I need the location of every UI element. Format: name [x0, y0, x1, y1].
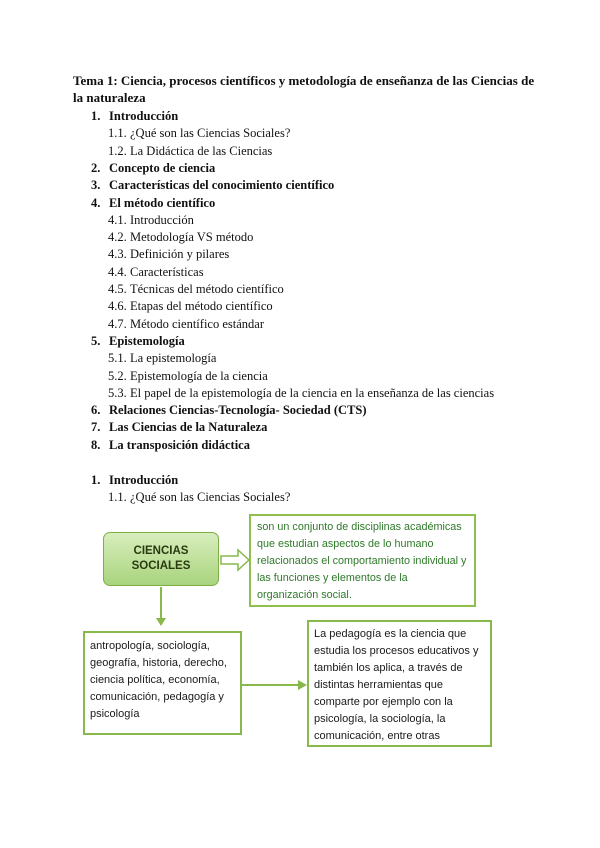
toc-item-number: 4.5.	[108, 282, 127, 296]
toc-item-number: 7.	[91, 420, 101, 435]
toc-item-label: Relaciones Ciencias-Tecnología- Sociedad (CTS)	[109, 403, 367, 418]
toc-item-number: 3.	[91, 178, 101, 193]
subsection-label: ¿Qué son las Ciencias Sociales?	[130, 490, 291, 504]
disciplines-box: antropología, sociología, geografía, historia, derecho, ciencia política, economía, comunicación, pedagogía y psicología	[83, 631, 242, 735]
toc-item-number: 4.4.	[108, 264, 127, 279]
toc-item-number: 1.	[91, 109, 101, 123]
toc-item-label: Definición y pilares	[130, 247, 230, 262]
arrowhead-right-icon	[298, 680, 307, 690]
toc-item-label: Técnicas del método científico	[130, 282, 284, 296]
toc-item-number: 4.	[91, 195, 101, 210]
toc-item-label: La epistemología	[130, 351, 217, 366]
pedagogy-box: La pedagogía es la ciencia que estudia los procesos educativos y también los aplica, a través de distintas herramientas que comparte por ejemplo con la psicología, la sociología, la comunicación, entre otras	[307, 620, 492, 747]
toc-item-number: 2.	[91, 160, 101, 175]
toc-item-label: Concepto de ciencia	[109, 160, 216, 175]
toc-item-number: 1.2.	[108, 143, 127, 158]
toc-item-number: 4.3.	[108, 247, 127, 262]
toc-item-label: ¿Qué son las Ciencias Sociales?	[130, 126, 291, 141]
toc-item-label: Introducción	[130, 212, 194, 227]
toc-item-number: 6.	[91, 403, 101, 418]
toc-item-number: 4.6.	[108, 299, 127, 314]
toc-item-label: El método científico	[109, 195, 216, 210]
toc-item-label: La transposición didáctica	[109, 437, 250, 452]
toc-item-label: Método científico estándar	[130, 316, 264, 331]
toc-item-label: Características	[130, 264, 204, 279]
toc-item-number: 8.	[91, 437, 101, 452]
toc-item-label: El papel de la epistemología de la ciencia en la enseñanza de las ciencias	[130, 385, 495, 400]
toc-item-label: Características del conocimiento científico	[109, 178, 335, 193]
toc-item-number: 1.1.	[108, 126, 127, 141]
toc-item-label: Epistemología	[109, 333, 185, 348]
section-label: Introducción	[109, 473, 179, 487]
toc-item-label: Las Ciencias de la Naturaleza	[109, 420, 268, 435]
toc-item-number: 5.	[91, 333, 101, 348]
toc-item-label: La Didáctica de las Ciencias	[130, 143, 273, 158]
toc-item-number: 5.1.	[108, 351, 127, 366]
ciencias-sociales-node: CIENCIAS SOCIALES	[103, 532, 219, 586]
subsection-number: 1.1.	[108, 490, 127, 504]
arrowhead-down-icon	[156, 618, 166, 626]
hollow-arrow-right-icon	[221, 550, 249, 570]
toc-item-number: 4.1.	[108, 212, 127, 227]
document-title: Tema 1: Ciencia, procesos científicos y metodología de enseñanza de las Ciencias de la naturaleza	[73, 73, 535, 105]
toc-item-label: Etapas del método científico	[130, 299, 273, 314]
toc-item-label: Metodología VS método	[130, 230, 254, 245]
toc-item-label: Introducción	[109, 109, 179, 123]
definition-box: son un conjunto de disciplinas académicas que estudian aspectos de lo humano relacionados el comportamiento individual y las funciones y elementos de la organización social.	[249, 514, 476, 607]
toc-item-number: 5.3.	[108, 385, 127, 400]
section-number: 1.	[91, 473, 101, 487]
toc-item-label: Epistemología de la ciencia	[130, 368, 268, 383]
toc-item-number: 4.2.	[108, 230, 127, 245]
toc-item-number: 5.2.	[108, 368, 127, 383]
toc-item-number: 4.7.	[108, 316, 127, 331]
